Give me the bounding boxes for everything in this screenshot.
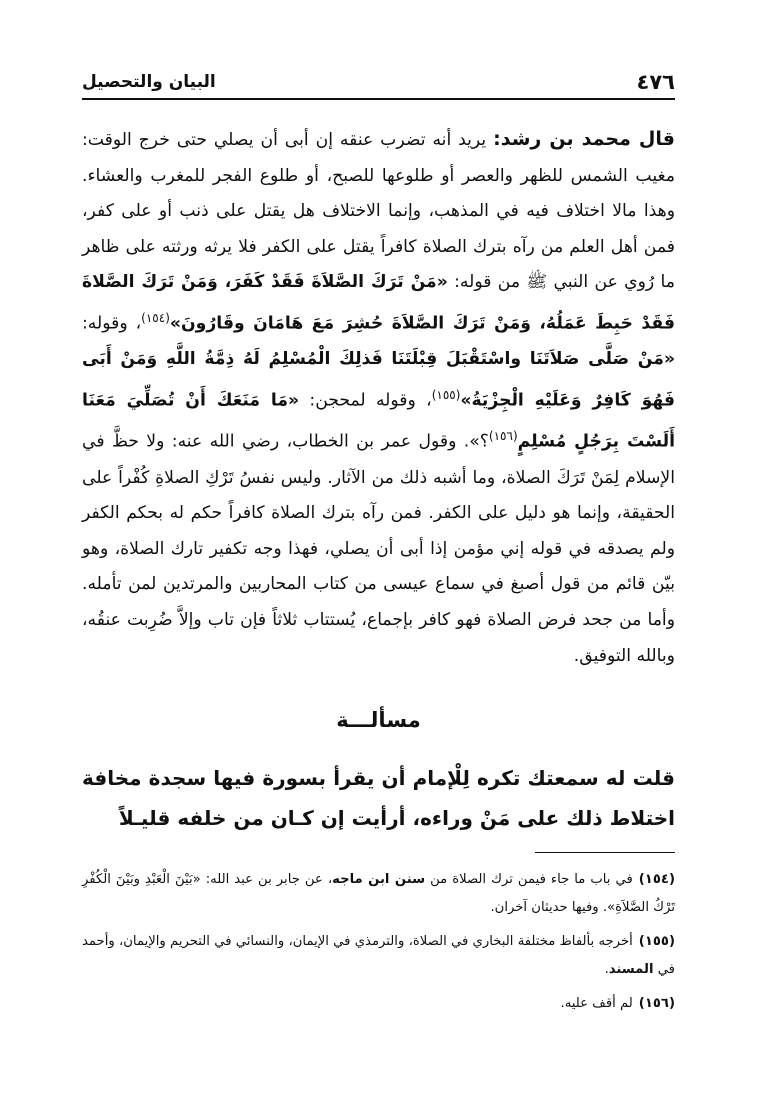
footnotes [82,866,675,1024]
footnote-ref: (١٥٥) [431,387,461,402]
footnote-source: المسند [608,962,654,977]
footnote-item [82,866,675,922]
footnote-item [82,928,675,984]
commentary-lead: قال محمد بن رشد: [493,128,675,150]
footnote-text: . [604,962,609,977]
footnote-number: (١٥٤) [638,872,675,887]
footnote-number: (١٥٦) [638,996,675,1011]
footnote-text: في باب ما جاء فيمن ترك الصلاة من [425,872,633,887]
section-heading: مسألـــة [336,708,421,732]
footnote-item [82,990,675,1018]
page-header [82,66,675,100]
question-block [82,758,675,838]
running-title: البيان والتحصيل [82,72,216,92]
hadith-quote: «مَا مَنَعَكَ أَنْ تُصَلِّيَ مَعَنَا أَلَسْتَ بِرَجُلٍ مُسْلِمٍ [82,390,676,452]
footnote-text: أخرجه بألفاظ مختلفة البخاري في الصلاة، والترمذي في الإيمان، والنسائي في التحريم والإيمان، وأحمد في [82,934,675,977]
footnote-text: لم أقف عليه. [560,996,633,1011]
commentary-section [82,122,675,674]
text-run: ، وقوله لمحجن: [299,390,432,411]
footnote-text: ، عن جابر بن عبد الله: «بَيْنَ الْعَبْدِ وبَيْنَ الْكُفْرِ تَرْكُ الصَّلاَةِ». وفيها حديثان آخران. [82,872,675,915]
footnote-divider [535,852,675,853]
text-run: ؟». وقول عمر بن الخطاب، رضي الله عنه: ولا حظَّ في الإسلام لِمَنْ تَرَكَ الصلاة، وما أشبه ذلك من الآثار. وليس نفسُ تَرْكِ الصلاةِ كُفْراً على الحقيقة، وإنما هو دليل على الكفر. فمن رآه بترك الصلاة كافراً حكم له بحكم الكفر ولم يصدقه في قوله إني مؤمن إذا أبى أن يصلي، فهذا وجه تكفير تارك الصلاة، وهو بيّن قائم من قول أصبغ في سماع عيسى من كتاب المحاربين والمرتدين لمن تأمله. وأما من جحد فرض الصلاة فهو كافر بإجماع، يُستتاب ثلاثاً فإن تاب وإلاَّ ضُرِبت عنقُه، وبالله التوفيق. [82,431,675,666]
text-run: يريد أنه تضرب عنقه إن أبى أن يصلي حتى خرج الوقت: مغيب الشمس للظهر والعصر أو طلوعها للصبح، أو طلوع الفجر للمغرب والعشاء. وهذا مالا اختلاف فيه في المذهب، وإنما الاختلاف هل يقتل على ذنب أو على كفر، فمن أهل العلم من رآه بترك الصلاة كافراً يقتل على الكفر فلا يرثه ورثته على ظاهر ما رُوي عن النبي ﷺ من قوله: [82,130,675,293]
footnote-source: سنن ابن ماجه [332,872,426,887]
footnote-ref: (١٥٤) [141,310,170,325]
hadith-quote: «مَنْ تَرَكَ الصَّلاَةَ فَقَدْ كَفَرَ، وَمَنْ تَرَكَ الصَّلاةَ فَقَدْ حَبِطَ عَمَلُهُ، وَمَنْ تَرَكَ الصَّلاَةَ حُشِرَ مَعَ هَامَانَ وقَارُونَ» [82,272,675,334]
page-number: ٤٧٦ [636,70,675,94]
commentary-paragraph [82,122,675,674]
footnote-number: (١٥٥) [638,934,675,949]
question-text: قلت له سمعتك تكره لِلْإمام أن يقرأ بسورة فيها سجدة مخافة اختلاط ذلك على مَنْ وراءه، أرأيت إن كـان من خلفه قليـلاً [82,766,675,830]
text-run: ، وقوله: [82,313,142,334]
footnote-ref: (١٥٦) [488,429,518,444]
hadith-quote: «مَنْ صَلَّى صَلاَتَنَا واسْتَقْبَلَ قِبْلَتَنَا فَذلِكَ الْمُسْلِمُ لَهُ ذِمَّةُ اللَّهِ وَمَنْ أَبَى فَهُوَ كَافِرٌ وَعَلَيْهِ الْجِزْيَةُ» [82,349,675,411]
